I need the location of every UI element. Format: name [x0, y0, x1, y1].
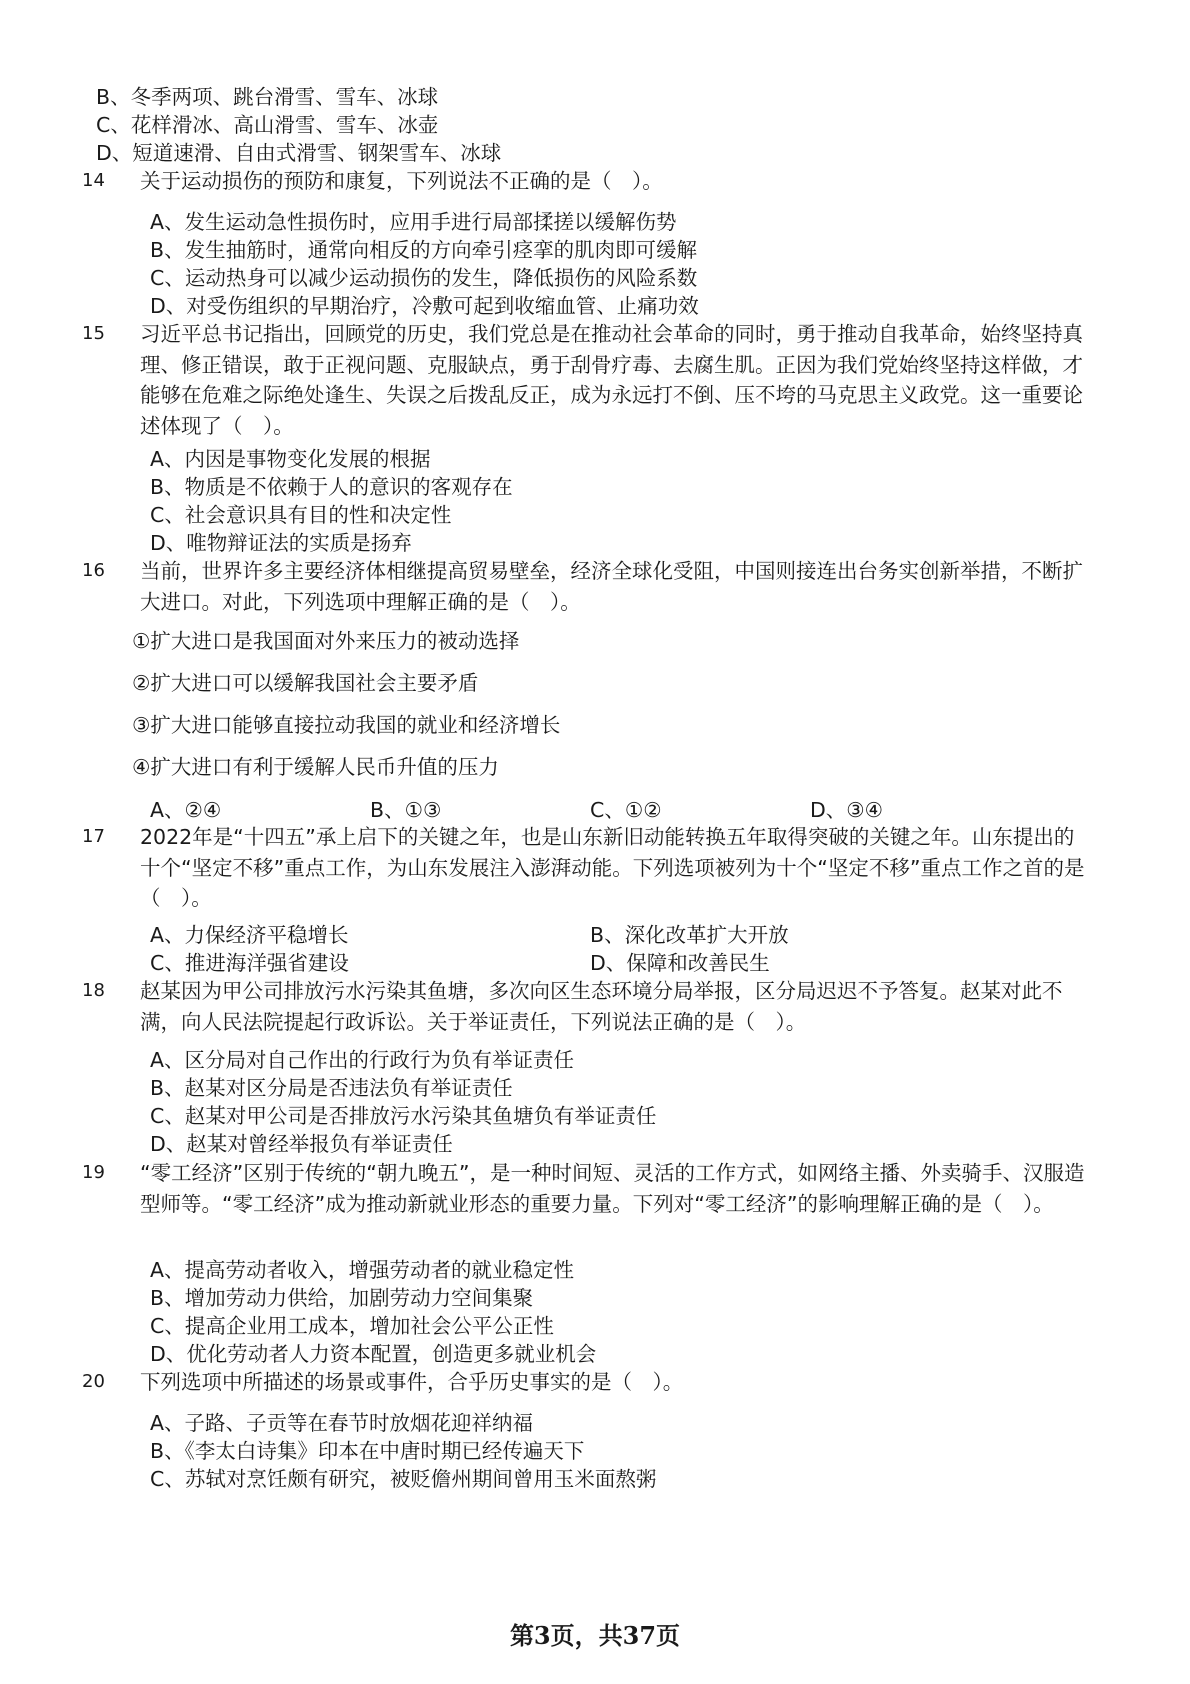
q14-stem: 关于运动损伤的预防和康复，下列说法不正确的是（ ）。 [140, 169, 663, 193]
q20-option-a: A、子路、子贡等在春节时放烟花迎祥纳福 [150, 1411, 534, 1435]
q16-statement-2: ②扩大进口可以缓解我国社会主要矛盾 [132, 671, 479, 695]
q17-option-a: A、力保经济平稳增长 [150, 923, 349, 947]
q17-stem: 2022年是“十四五”承上启下的关键之年，也是山东新旧动能转换五年取得突破的关键之年。山东提出的十个“坚定不移”重点工作，为山东发展注入澎湃动能。下列选项被列为十个“坚定不移”重点工作之首的是（ ）。 [140, 825, 1085, 910]
q17-option-c: C、推进海洋强省建设 [150, 951, 349, 975]
q18-stem: 赵某因为甲公司排放污水污染其鱼塘，多次向区生态环境分局举报，区分局迟迟不予答复。赵某对此不满，向人民法院提起行政诉讼。关于举证责任，下列说法正确的是（ ）。 [140, 979, 1063, 1034]
q18-option-a: A、区分局对自己作出的行政行为负有举证责任 [150, 1048, 575, 1072]
q16-number: 16 [82, 560, 105, 581]
q19-option-b: B、增加劳动力供给，加剧劳动力空间集聚 [150, 1286, 534, 1310]
q16-option-c: C、①② [590, 798, 662, 822]
q18-option-c: C、赵某对甲公司是否排放污水污染其鱼塘负有举证责任 [150, 1104, 657, 1128]
q13-option-c: C、花样滑冰、高山滑雪、雪车、冰壶 [96, 113, 439, 137]
q15-number: 15 [82, 323, 105, 344]
q16-option-d: D、③④ [810, 798, 884, 822]
q18-option-b: B、赵某对区分局是否违法负有举证责任 [150, 1076, 513, 1100]
q20-stem: 下列选项中所描述的场景或事件，合乎历史事实的是（ ）。 [140, 1370, 684, 1394]
q15-option-c: C、社会意识具有目的性和决定性 [150, 503, 452, 527]
q20-number: 20 [82, 1371, 105, 1392]
q16-statement-3: ③扩大进口能够直接拉动我国的就业和经济增长 [132, 713, 561, 737]
q13-option-b: B、冬季两项、跳台滑雪、雪车、冰球 [96, 85, 439, 109]
q19-option-d: D、优化劳动者人力资本配置，创造更多就业机会 [150, 1342, 597, 1366]
q18-option-d: D、赵某对曾经举报负有举证责任 [150, 1132, 453, 1156]
q17-option-b: B、深化改革扩大开放 [590, 923, 789, 947]
q15-option-d: D、唯物辩证法的实质是扬弃 [150, 531, 412, 555]
q13-option-d: D、短道速滑、自由式滑雪、钢架雪车、冰球 [96, 141, 502, 165]
q14-option-d: D、对受伤组织的早期治疗，冷敷可起到收缩血管、止痛功效 [150, 294, 699, 318]
q16-option-b: B、①③ [370, 798, 442, 822]
q19-option-a: A、提高劳动者收入，增强劳动者的就业稳定性 [150, 1258, 575, 1282]
q17-number: 17 [82, 826, 105, 847]
q14-option-c: C、运动热身可以减少运动损伤的发生，降低损伤的风险系数 [150, 266, 698, 290]
q19-stem: “零工经济”区别于传统的“朝九晚五”，是一种时间短、灵活的工作方式，如网络主播、外卖骑手、汉服造型师等。“零工经济”成为推动新就业形态的重要力量。下列对“零工经济”的影响理解正确的是（ ）。 [140, 1161, 1085, 1216]
q16-stem: 当前，世界许多主要经济体相继提高贸易壁垒，经济全球化受阻，中国则接连出台务实创新举措，不断扩大进口。对此，下列选项中理解正确的是（ ）。 [140, 559, 1083, 614]
q20-option-b: B、《李太白诗集》印本在中唐时期已经传遍天下 [150, 1439, 585, 1463]
q16-option-a: A、②④ [150, 798, 222, 822]
q16-statement-1: ①扩大进口是我国面对外来压力的被动选择 [132, 629, 520, 653]
q19-option-c: C、提高企业用工成本，增加社会公平公正性 [150, 1314, 554, 1338]
q17-option-d: D、保障和改善民生 [590, 951, 770, 975]
q19-number: 19 [82, 1162, 105, 1183]
q16-statement-4: ④扩大进口有利于缓解人民币升值的压力 [132, 755, 499, 779]
q14-number: 14 [82, 170, 105, 191]
q14-option-a: A、发生运动急性损伤时，应用手进行局部揉搓以缓解伤势 [150, 210, 677, 234]
q20-option-c: C、苏轼对烹饪颇有研究，被贬儋州期间曾用玉米面熬粥 [150, 1467, 657, 1491]
q18-number: 18 [82, 980, 105, 1001]
page-footer: 第3页，共37页 [509, 1621, 681, 1650]
q15-option-b: B、物质是不依赖于人的意识的客观存在 [150, 475, 513, 499]
q15-stem: 习近平总书记指出，回顾党的历史，我们党总是在推动社会革命的同时，勇于推动自我革命，始终坚持真理、修正错误，敢于正视问题、克服缺点，勇于刮骨疗毒、去腐生肌。正因为我们党始终坚持这样做，才能够在危难之际绝处逢生、失误之后拨乱反正，成为永远打不倒、压不垮的马克思主义政党。这一重要论述体现了（ ）。 [140, 322, 1083, 438]
q14-option-b: B、发生抽筋时，通常向相反的方向牵引痉挛的肌肉即可缓解 [150, 238, 698, 262]
q15-option-a: A、内因是事物变化发展的根据 [150, 447, 431, 471]
